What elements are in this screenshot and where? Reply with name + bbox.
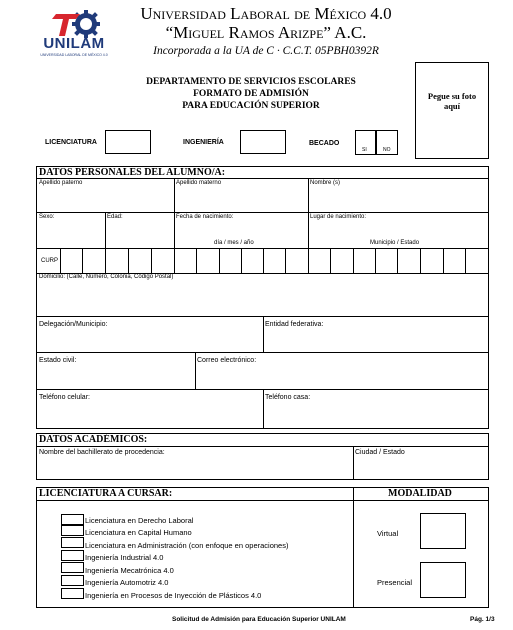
lugar-hint: Municipio / Estado: [370, 240, 420, 246]
virtual-label: Virtual: [377, 529, 399, 538]
association-name: “Miguel Ramos Arizpe” A.C.: [165, 23, 367, 42]
footer-text: Solicitud de Admisión para Educación Superior UNILAM: [172, 616, 346, 623]
presencial-checkbox[interactable]: [420, 562, 466, 598]
virtual-checkbox[interactable]: [420, 513, 466, 549]
course-ing-industrial: Ingeniería Industrial 4.0: [85, 553, 164, 562]
course-checkbox[interactable]: [61, 550, 84, 561]
course-checkbox[interactable]: [61, 562, 84, 573]
form-title: FORMATO DE ADMISIÓN: [193, 89, 309, 99]
apellido-materno-label: Apellido materno: [176, 180, 222, 186]
course-administracion: Licenciatura en Administración (con enfoque en operaciones): [85, 541, 289, 550]
curp-label: CURP: [41, 258, 59, 264]
course-ing-mecatronica: Ingeniería Mecatrónica 4.0: [85, 566, 174, 575]
course-ing-plasticos: Ingeniería en Procesos de Inyección de Plásticos 4.0: [85, 591, 262, 600]
ingenieria-checkbox[interactable]: [240, 130, 286, 154]
course-checkbox[interactable]: [61, 588, 84, 599]
course-checkbox[interactable]: [61, 525, 84, 536]
course-capital-humano: Licenciatura en Capital Humano: [85, 528, 192, 537]
presencial-label: Presencial: [377, 578, 413, 587]
modalidad-title: MODALIDAD: [388, 488, 452, 499]
domicilio-label: Domicilio: (Calle, Número, Colonia, Código Postal): [39, 274, 174, 280]
courses-title: LICENCIATURA A CURSAR:: [39, 488, 173, 499]
bachillerato-label: Nombre del bachillerato de procedencia:: [39, 449, 165, 456]
course-checkbox[interactable]: [61, 514, 84, 525]
nombre-label: Nombre (s): [310, 180, 341, 186]
telefono-casa-label: Teléfono casa:: [265, 394, 311, 401]
personal-data-section: [36, 166, 489, 429]
form-subtitle: PARA EDUCACIÓN SUPERIOR: [182, 101, 320, 111]
photo-label: Pegue su foto aquí: [427, 91, 477, 111]
correo-label: Correo electrónico:: [197, 357, 257, 364]
logo-text: UNILAM: [43, 35, 105, 52]
becado-label: BECADO: [309, 140, 340, 147]
incorporation-line: Incorporada a la UA de C · C.C.T. 05PBH0392R: [153, 45, 379, 57]
licenciatura-checkbox[interactable]: [105, 130, 151, 154]
estado-civil-label: Estado civil:: [39, 357, 77, 364]
becado-no-label: NO: [383, 147, 391, 153]
course-checkbox[interactable]: [61, 537, 84, 548]
logo-subtext: UNIVERSIDAD LABORAL DE MÉXICO 4.0: [40, 53, 108, 57]
fecha-nacimiento-label: Fecha de nacimiento:: [176, 214, 234, 220]
fecha-hint: día / mes / año: [214, 240, 254, 246]
department-title: DEPARTAMENTO DE SERVICIOS ESCOLARES: [146, 77, 356, 87]
photo-box: [415, 62, 489, 159]
course-checkbox[interactable]: [61, 575, 84, 586]
telefono-celular-label: Teléfono celular:: [39, 394, 90, 401]
ingenieria-label: INGENIERÍA: [183, 139, 224, 146]
personal-data-title: DATOS PERSONALES DEL ALUMNO/A:: [39, 167, 226, 178]
unilam-logo: [36, 8, 112, 64]
ciudad-estado-label: Ciudad / Estado: [355, 449, 405, 456]
sexo-label: Sexo:: [39, 214, 55, 220]
delegacion-label: Delegación/Municipio:: [39, 321, 108, 328]
course-derecho-laboral: Licenciatura en Derecho Laboral: [85, 516, 194, 525]
entidad-label: Entidad federativa:: [265, 321, 324, 328]
licenciatura-label: LICENCIATURA: [45, 139, 97, 146]
becado-si-label: SI: [362, 147, 367, 153]
university-name: Universidad Laboral de México 4.0: [140, 4, 392, 23]
edad-label: Edad:: [107, 214, 123, 220]
page-number: Pág. 1/3: [470, 616, 495, 623]
course-ing-automotriz: Ingeniería Automotriz 4.0: [85, 578, 169, 587]
academic-data-title: DATOS ACADÉMICOS:: [39, 434, 148, 445]
apellido-paterno-label: Apellido paterno: [39, 180, 83, 186]
lugar-nacimiento-label: Lugar de nacimiento:: [310, 214, 367, 220]
